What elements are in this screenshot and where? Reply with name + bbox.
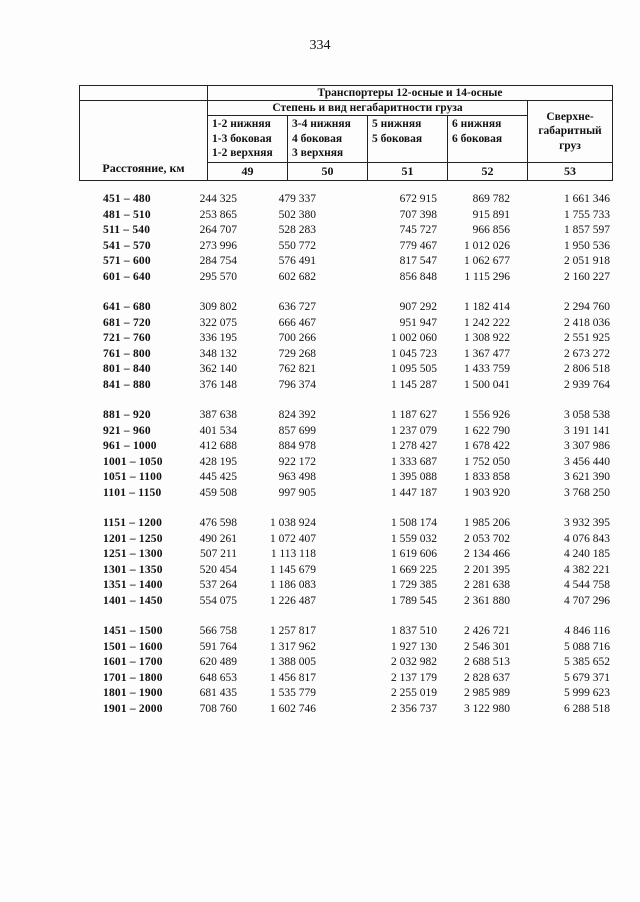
tariff-cell: 951 947: [399, 316, 437, 329]
distance-cell: 1351 – 1400: [103, 579, 163, 591]
tariff-cell: 2 985 989: [464, 687, 510, 699]
tariff-cell: 5 385 652: [564, 656, 610, 668]
tariff-cell: 824 392: [278, 409, 316, 421]
col-number: 49: [208, 162, 288, 180]
table-row: [79, 487, 612, 503]
col5-header: Сверхне- габаритный груз: [528, 101, 613, 163]
tariff-cell: 1 062 677: [464, 255, 510, 267]
tariff-cell: 762 821: [278, 363, 316, 375]
tariff-cell: 1 985 206: [464, 517, 510, 529]
col-number: 52: [448, 162, 528, 180]
table-row: [79, 656, 612, 672]
tariff-cell: 620 489: [199, 656, 237, 668]
table-row: [79, 317, 612, 333]
tariff-cell: 1 729 385: [391, 579, 437, 591]
tariff-cell: 4 382 221: [564, 563, 610, 576]
tariff-cell: 479 337: [278, 193, 316, 205]
tariff-cell: 1 242 222: [464, 316, 510, 329]
tariff-cell: 857 699: [278, 424, 316, 437]
tariff-cell: 4 707 296: [564, 594, 610, 607]
tariff-cell: 1 257 817: [270, 625, 316, 637]
tariff-cell: 1 115 296: [464, 270, 510, 283]
tariff-cell: 244 325: [199, 193, 237, 205]
tariff-cell: 707 398: [399, 208, 437, 221]
distance-cell: 1801 – 1900: [103, 687, 163, 699]
tariff-cell: 907 292: [399, 301, 437, 313]
tariff-cell: 5 999 623: [564, 687, 610, 699]
table-row: [79, 348, 612, 364]
distance-cell: 1251 – 1300: [103, 548, 163, 560]
table-row: [79, 332, 612, 348]
tariff-cell: 884 978: [278, 440, 316, 452]
tariff-cell: 963 498: [278, 471, 316, 483]
tariff-cell: 445 425: [199, 471, 237, 483]
tariff-cell: 1 447 187: [391, 486, 437, 499]
distance-cell: 1451 – 1500: [103, 625, 163, 637]
tariff-cell: 2 051 918: [564, 255, 610, 267]
tariff-cell: 729 268: [278, 347, 316, 360]
table-row: [79, 224, 612, 240]
tariff-cell: 2 160 227: [564, 270, 610, 283]
group-gap: [79, 286, 612, 301]
tariff-cell: 1 500 041: [464, 378, 510, 391]
tariff-cell: 520 454: [199, 563, 237, 576]
table-row: [79, 471, 612, 487]
tariff-cell: 566 758: [199, 625, 237, 637]
col2-header: 3-4 нижняя 4 боковая 3 верхняя: [288, 116, 368, 163]
tariff-cell: 1 187 627: [391, 409, 437, 421]
table-row: [79, 425, 612, 441]
tariff-cell: 2 134 466: [464, 548, 510, 560]
tariff-cell: 796 374: [278, 378, 316, 391]
table-row: [79, 595, 612, 611]
tariff-cell: 2 361 880: [464, 594, 510, 607]
distance-cell: 1051 – 1100: [103, 471, 163, 483]
tariff-cell: 2 255 019: [391, 687, 437, 699]
distance-cell: 1501 – 1600: [103, 640, 163, 653]
tariff-cell: 1 113 118: [270, 548, 316, 560]
tariff-cell: 915 891: [472, 208, 510, 221]
tariff-cell: 4 240 185: [564, 548, 610, 560]
tariff-cell: 1 186 083: [270, 579, 316, 591]
tariff-cell: 3 768 250: [564, 486, 610, 499]
tariff-cell: 922 172: [278, 455, 316, 468]
tariff-cell: 591 764: [199, 640, 237, 653]
tariff-cell: 1 072 407: [270, 532, 316, 545]
tariff-cell: 362 140: [199, 363, 237, 375]
tariff-cell: 2 418 036: [564, 316, 610, 329]
tariff-cell: 708 760: [199, 702, 237, 715]
tariff-cell: 869 782: [472, 193, 510, 205]
table-row: [79, 625, 612, 641]
col-number: 50: [288, 162, 368, 180]
table-row: [79, 533, 612, 549]
tariff-cell: 1 903 920: [464, 486, 510, 499]
tariff-cell: 4 544 758: [564, 579, 610, 591]
distance-cell: 1001 – 1050: [103, 455, 163, 468]
tariff-cell: 507 211: [200, 548, 237, 560]
tariff-cell: 550 772: [278, 239, 316, 252]
tariff-cell: 1 367 477: [464, 347, 510, 360]
distance-column-header: Расстояние, км: [80, 101, 208, 181]
tariff-cell: 1 661 346: [564, 193, 610, 205]
tariff-cell: 3 058 538: [564, 409, 610, 421]
distance-cell: 641 – 680: [103, 301, 151, 313]
tariff-cell: 1 619 606: [391, 548, 437, 560]
distance-cell: 601 – 640: [103, 270, 151, 283]
tariff-cell: 681 435: [199, 687, 237, 699]
tariff-cell: 1 433 759: [464, 363, 510, 375]
tariff-cell: 1 927 130: [391, 640, 437, 653]
tariff-cell: 401 534: [199, 424, 237, 437]
distance-cell: 451 – 480: [103, 193, 151, 205]
tariff-cell: 264 707: [199, 224, 237, 236]
tariff-cell: 1 508 174: [391, 517, 437, 529]
tariff-cell: 1 556 926: [464, 409, 510, 421]
tariff-cell: 2 828 637: [464, 671, 510, 684]
tariff-cell: 997 905: [278, 486, 316, 499]
table-row: [79, 379, 612, 395]
tariff-cell: 1 789 545: [391, 594, 437, 607]
tariff-cell: 700 266: [278, 332, 316, 344]
col-number: 51: [368, 162, 448, 180]
tariff-cell: 576 491: [278, 255, 316, 267]
tariff-cell: 3 621 390: [564, 471, 610, 483]
tariff-cell: 1 388 005: [270, 656, 316, 668]
table-row: [79, 517, 612, 533]
tariff-cell: 1 308 922: [464, 332, 510, 344]
table-row: [79, 363, 612, 379]
tariff-cell: 412 688: [199, 440, 237, 452]
tariff-cell: 2 426 721: [464, 625, 510, 637]
table-row: [79, 193, 612, 209]
distance-cell: 841 – 880: [103, 378, 151, 391]
tariff-cell: 3 122 980: [464, 702, 510, 715]
tariff-cell: 1 559 032: [391, 532, 437, 545]
tariff-cell: 745 727: [399, 224, 437, 236]
tariff-cell: 2 032 982: [391, 656, 437, 668]
table-row: [79, 672, 612, 688]
tariff-cell: 428 195: [199, 455, 237, 468]
tariff-cell: 2 806 518: [564, 363, 610, 375]
tariff-cell: 1 755 733: [564, 208, 610, 221]
distance-cell: 961 – 1000: [103, 440, 157, 452]
col3-header: 5 нижняя 5 боковая: [368, 116, 448, 163]
tariff-cell: 2 281 638: [464, 579, 510, 591]
tariff-cell: 636 727: [278, 301, 316, 313]
tariff-cell: 856 848: [399, 270, 437, 283]
tariff-cell: 2 673 272: [564, 347, 610, 360]
tariff-cell: 348 132: [199, 347, 237, 360]
tariff-cell: 5 679 371: [564, 671, 610, 684]
table-row: [79, 579, 612, 595]
degree-header: Степень и вид негабаритности груза: [208, 101, 528, 116]
distance-cell: 1201 – 1250: [103, 532, 163, 545]
table-row: [79, 548, 612, 564]
page-number: 334: [309, 38, 331, 53]
distance-cell: 541 – 570: [103, 239, 151, 252]
tariff-cell: 1 038 924: [270, 517, 316, 529]
table-title: Транспортеры 12-осные и 14-осные: [208, 86, 613, 101]
tariff-cell: 1 837 510: [391, 625, 437, 637]
tariff-cell: 387 638: [199, 409, 237, 421]
distance-cell: 761 – 800: [103, 347, 151, 360]
tariff-cell: 3 307 986: [564, 440, 610, 452]
tariff-cell: 528 283: [278, 224, 316, 236]
tariff-cell: 1 237 079: [391, 424, 437, 437]
tariff-cell: 602 682: [278, 270, 316, 283]
tariff-cell: 2 294 760: [564, 301, 610, 313]
col-number: 53: [528, 162, 613, 180]
tariff-cell: 322 075: [199, 316, 237, 329]
tariff-cell: 1 669 225: [391, 563, 437, 576]
table-row: [79, 564, 612, 580]
tariff-cell: 3 932 395: [564, 517, 610, 529]
table-row: [79, 703, 612, 719]
tariff-cell: 295 570: [199, 270, 237, 283]
distance-cell: 721 – 760: [103, 332, 151, 344]
group-gap: [79, 394, 612, 409]
tariff-cell: 554 075: [199, 594, 237, 607]
table-row: [79, 301, 612, 317]
tariff-cell: 1 752 050: [464, 455, 510, 468]
distance-cell: 481 – 510: [103, 208, 151, 221]
tariff-cell: 284 754: [199, 255, 237, 267]
tariff-cell: 1 602 746: [270, 702, 316, 715]
tariff-cell: 6 288 518: [564, 702, 610, 715]
tariff-cell: 666 467: [278, 316, 316, 329]
tariff-cell: 3 191 141: [564, 424, 610, 437]
tariff-cell: 309 802: [199, 301, 237, 313]
tariff-cell: 502 380: [278, 208, 316, 221]
table-row: [79, 409, 612, 425]
tariff-cell: 1 002 060: [391, 332, 437, 344]
table-row: [79, 255, 612, 271]
group-gap: [79, 502, 612, 517]
tariff-cell: 1 456 817: [270, 671, 316, 684]
tariff-cell: 1 317 962: [270, 640, 316, 653]
tariff-cell: 5 088 716: [564, 640, 610, 653]
tariff-cell: 966 856: [472, 224, 510, 236]
distance-cell: 921 – 960: [103, 424, 151, 437]
distance-cell: 1701 – 1800: [103, 671, 163, 684]
distance-cell: 571 – 600: [103, 255, 151, 267]
table-row: [79, 240, 612, 256]
tariff-cell: 2 546 301: [464, 640, 510, 653]
tariff-cell: 2 053 702: [464, 532, 510, 545]
tariff-cell: 672 915: [399, 193, 437, 205]
tariff-cell: 1 833 858: [464, 471, 510, 483]
tariff-cell: 1 012 026: [464, 239, 510, 252]
tariff-cell: 2 137 179: [391, 671, 437, 684]
distance-cell: 1101 – 1150: [103, 486, 162, 499]
tariff-cell: 459 508: [199, 486, 237, 499]
tariff-cell: 2 551 925: [564, 332, 610, 344]
table-row: [79, 641, 612, 657]
tariff-cell: 2 939 764: [564, 378, 610, 391]
tariff-cell: 376 148: [199, 378, 237, 391]
tariff-cell: 779 467: [399, 239, 437, 252]
tariff-cell: 1 182 414: [464, 301, 510, 313]
distance-cell: 1901 – 2000: [103, 702, 163, 715]
distance-cell: 801 – 840: [103, 363, 151, 375]
tariff-cell: 490 261: [199, 532, 237, 545]
distance-cell: 881 – 920: [103, 409, 151, 421]
table-row: [79, 271, 612, 287]
table-row: [79, 440, 612, 456]
tariff-cell: 1 395 088: [391, 471, 437, 483]
tariff-cell: 1 622 790: [464, 424, 510, 437]
tariff-cell: 1 226 487: [270, 594, 316, 607]
col4-header: 6 нижняя 6 боковая: [448, 116, 528, 163]
tariff-cell: 4 846 116: [564, 625, 610, 637]
tariff-cell: 1 950 536: [564, 239, 610, 252]
tariff-cell: 2 201 395: [464, 563, 510, 576]
tariff-cell: 1 535 779: [270, 687, 316, 699]
tariff-cell: 3 456 440: [564, 455, 610, 468]
tariff-cell: 537 264: [199, 579, 237, 591]
tariff-cell: 1 145 679: [270, 563, 316, 576]
tariff-cell: 1 095 505: [391, 363, 437, 375]
tariff-cell: 2 356 737: [391, 702, 437, 715]
tariff-cell: 476 598: [199, 517, 237, 529]
distance-cell: 681 – 720: [103, 316, 151, 329]
distance-cell: 1601 – 1700: [103, 656, 163, 668]
col1-header: 1-2 нижняя 1-3 боковая 1-2 верхняя: [208, 116, 288, 163]
tariff-cell: 273 996: [199, 239, 237, 252]
tariff-cell: 1 678 422: [464, 440, 510, 452]
tariff-cell: 253 865: [199, 208, 237, 221]
table-row: [79, 687, 612, 703]
tariff-cell: 2 688 513: [464, 656, 510, 668]
distance-cell: 1301 – 1350: [103, 563, 163, 576]
tariff-cell: 817 547: [399, 255, 437, 267]
distance-cell: 511 – 540: [103, 224, 151, 236]
group-gap: [79, 610, 612, 625]
tariff-cell: 1 278 427: [391, 440, 437, 452]
tariff-cell: 4 076 843: [564, 532, 610, 545]
tariff-cell: 648 653: [199, 671, 237, 684]
table-row: [79, 456, 612, 472]
table-header: [79, 85, 613, 181]
tariff-cell: 1 333 687: [391, 455, 437, 468]
tariff-cell: 1 045 723: [391, 347, 437, 360]
tariff-cell: 336 195: [199, 332, 237, 344]
distance-cell: 1151 – 1200: [103, 517, 163, 529]
tariff-cell: 1 145 287: [391, 378, 437, 391]
tariff-cell: 1 857 597: [564, 224, 610, 236]
table-row: [79, 209, 612, 225]
distance-cell: 1401 – 1450: [103, 594, 163, 607]
tariff-table-body: [79, 193, 612, 718]
